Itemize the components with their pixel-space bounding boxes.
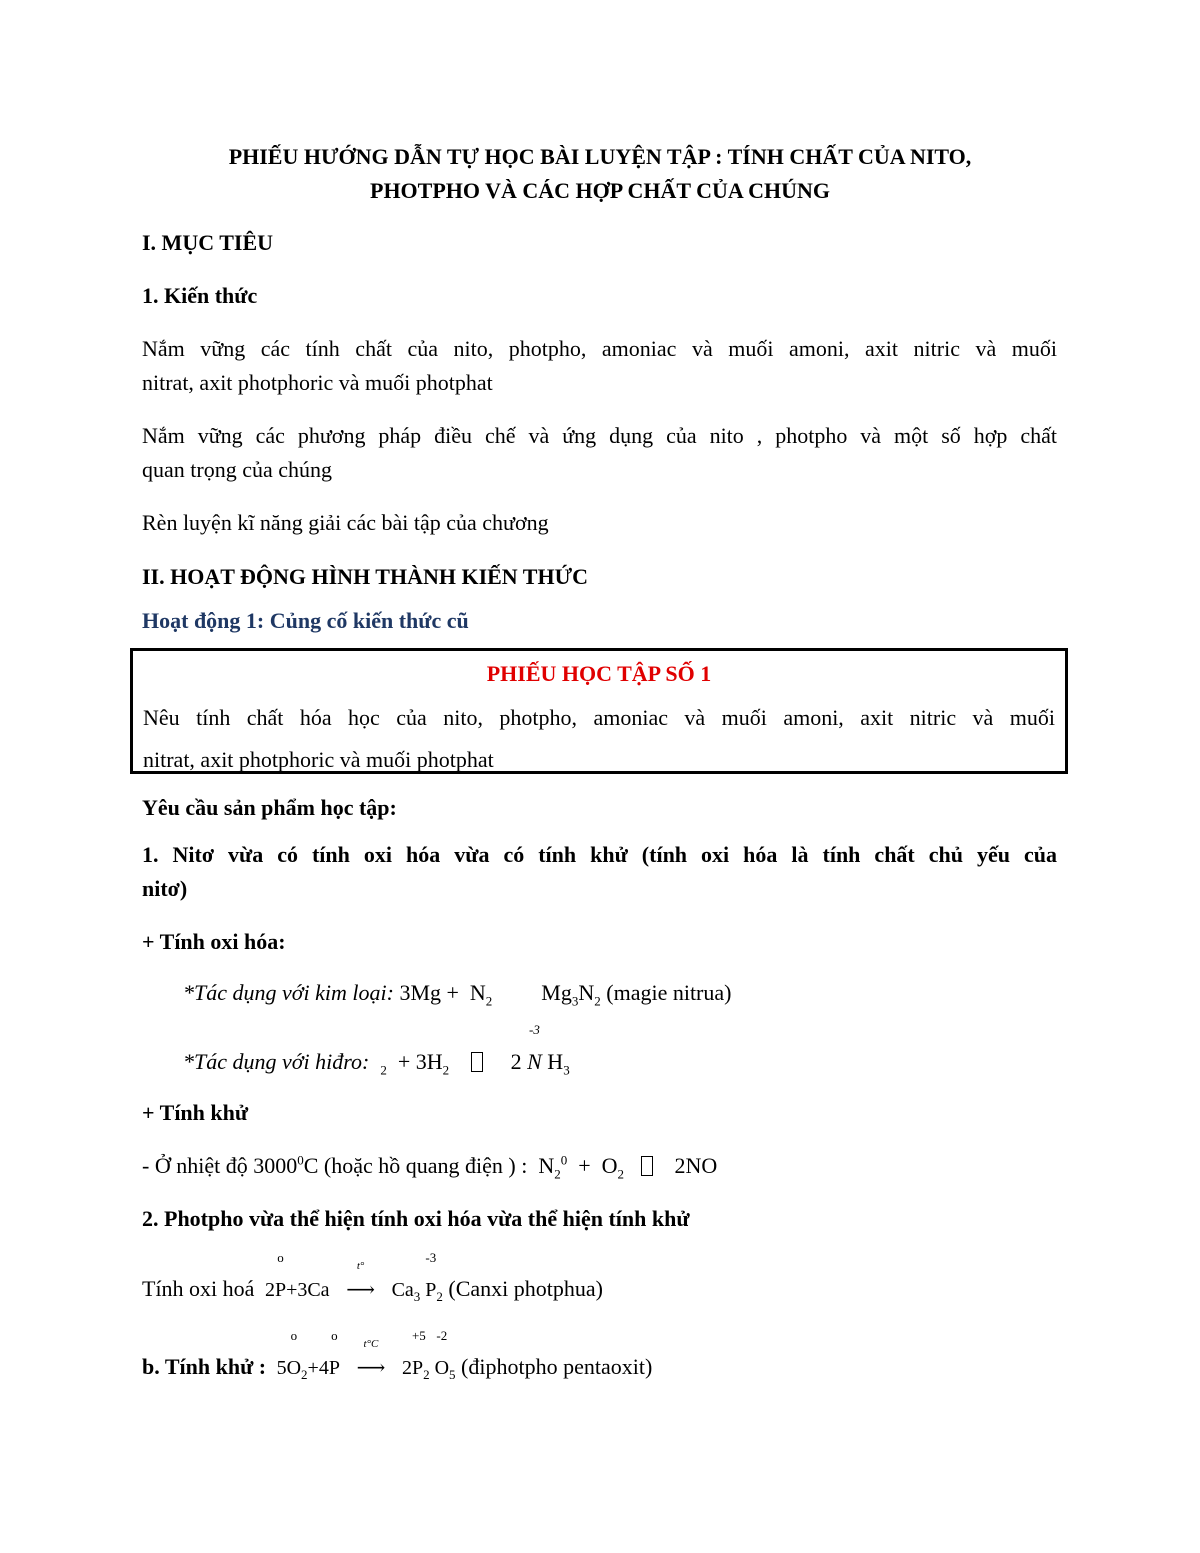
- metal-label: *Tác dụng với kim loại:: [183, 980, 394, 1005]
- worksheet-line1: Nêu tính chất hóa học của nito, photpho, amoniac và muối amoni, axit nitric và muối: [143, 705, 1055, 730]
- item-2-heading: 2. Photpho vừa thể hiện tính oxi hóa vừa thể hiện tính khử: [142, 1206, 690, 1231]
- p-oxidizing-product: (Canxi photphua): [448, 1276, 603, 1301]
- worksheet-line2: nitrat, axit photphoric và muối photphat: [143, 747, 494, 772]
- worksheet-title: PHIẾU HỌC TẬP SỐ 1: [486, 661, 712, 686]
- objective-1-line2: nitrat, axit photphoric và muối photphat: [142, 370, 493, 395]
- objective-1-line1: Nắm vững các tính chất của nito, photpho, amoniac và muối amoni, axit nitric và muối: [142, 336, 1057, 361]
- p-oxidizing-label: Tính oxi hoá: [142, 1276, 255, 1301]
- activity-1-heading: Hoạt động 1: Củng cố kiến thức cũ: [142, 608, 469, 633]
- oxidizing-heading: + Tính oxi hóa:: [142, 929, 286, 954]
- equation-metal: *Tác dụng với kim loại: $3Mg + N_2$ $Mg_3N_2$ (magie nitrua): [183, 980, 732, 1009]
- reducing-heading: + Tính khử: [142, 1100, 249, 1125]
- item-1-line1: 1. Nitơ vừa có tính oxi hóa vừa có tính khử (tính oxi hóa là tính chất chủ yếu của: [142, 842, 1057, 867]
- product-heading: Yêu cầu sản phẩm học tập:: [142, 795, 397, 820]
- p-reducing-label: b. Tính khử :: [142, 1354, 267, 1379]
- doc-title-line2: PHOTPHO VÀ CÁC HỢP CHẤT CỦA CHÚNG: [370, 178, 830, 203]
- subheading-knowledge: 1. Kiến thức: [142, 283, 258, 308]
- equation-p-oxidizing: Tính oxi hoá 2 o P+3Ca t° ⟶ $Ca_3$ -3 $P_2$ (Canxi photphua): [142, 1250, 603, 1304]
- equation-oxygen: - Ở nhiệt độ 3000$^0$C (hoặc hồ quang điện ) : $N_2^0 + O_2$ 2NO: [142, 1152, 718, 1182]
- arrow-icon: [471, 1052, 483, 1072]
- arrow-icon: [641, 1156, 653, 1176]
- p-reducing-product: (điphotpho pentaoxit): [461, 1354, 653, 1379]
- temp-rest-text: C (hoặc hồ quang điện ) :: [303, 1153, 528, 1178]
- equation-p-reducing: b. Tính khử : 5 o $O_2+4$ o P t°C ⟶ 2 +5 $P_2$ -2 $O_5$ (điphotpho pentaoxit): [142, 1328, 653, 1382]
- temp-text: - Ở nhiệt độ 3000: [142, 1153, 298, 1178]
- doc-title-line1: PHIẾU HƯỚNG DẪN TỰ HỌC BÀI LUYỆN TẬP : TÍNH CHẤT CỦA NITO,: [228, 144, 972, 169]
- objective-2-line2: quan trọng của chúng: [142, 457, 332, 482]
- objective-2-line1: Nắm vững các phương pháp điều chế và ứng dụng của nito , photpho và một số hợp chất: [142, 423, 1057, 448]
- hydro-label: *Tác dụng với hiđro:: [183, 1049, 370, 1074]
- equation-hydro: *Tác dụng với hiđro: $_2 + 3H_2$ 2 -3 N $H_3$: [183, 1022, 570, 1078]
- item-1-line2: nitơ): [142, 876, 188, 901]
- worksheet-box: [130, 648, 1068, 774]
- section-heading-objectives: I. MỤC TIÊU: [142, 230, 274, 255]
- section-heading-activities: II. HOẠT ĐỘNG HÌNH THÀNH KIẾN THỨC: [142, 564, 588, 589]
- objective-3: Rèn luyện kĩ năng giải các bài tập của chương: [142, 510, 549, 535]
